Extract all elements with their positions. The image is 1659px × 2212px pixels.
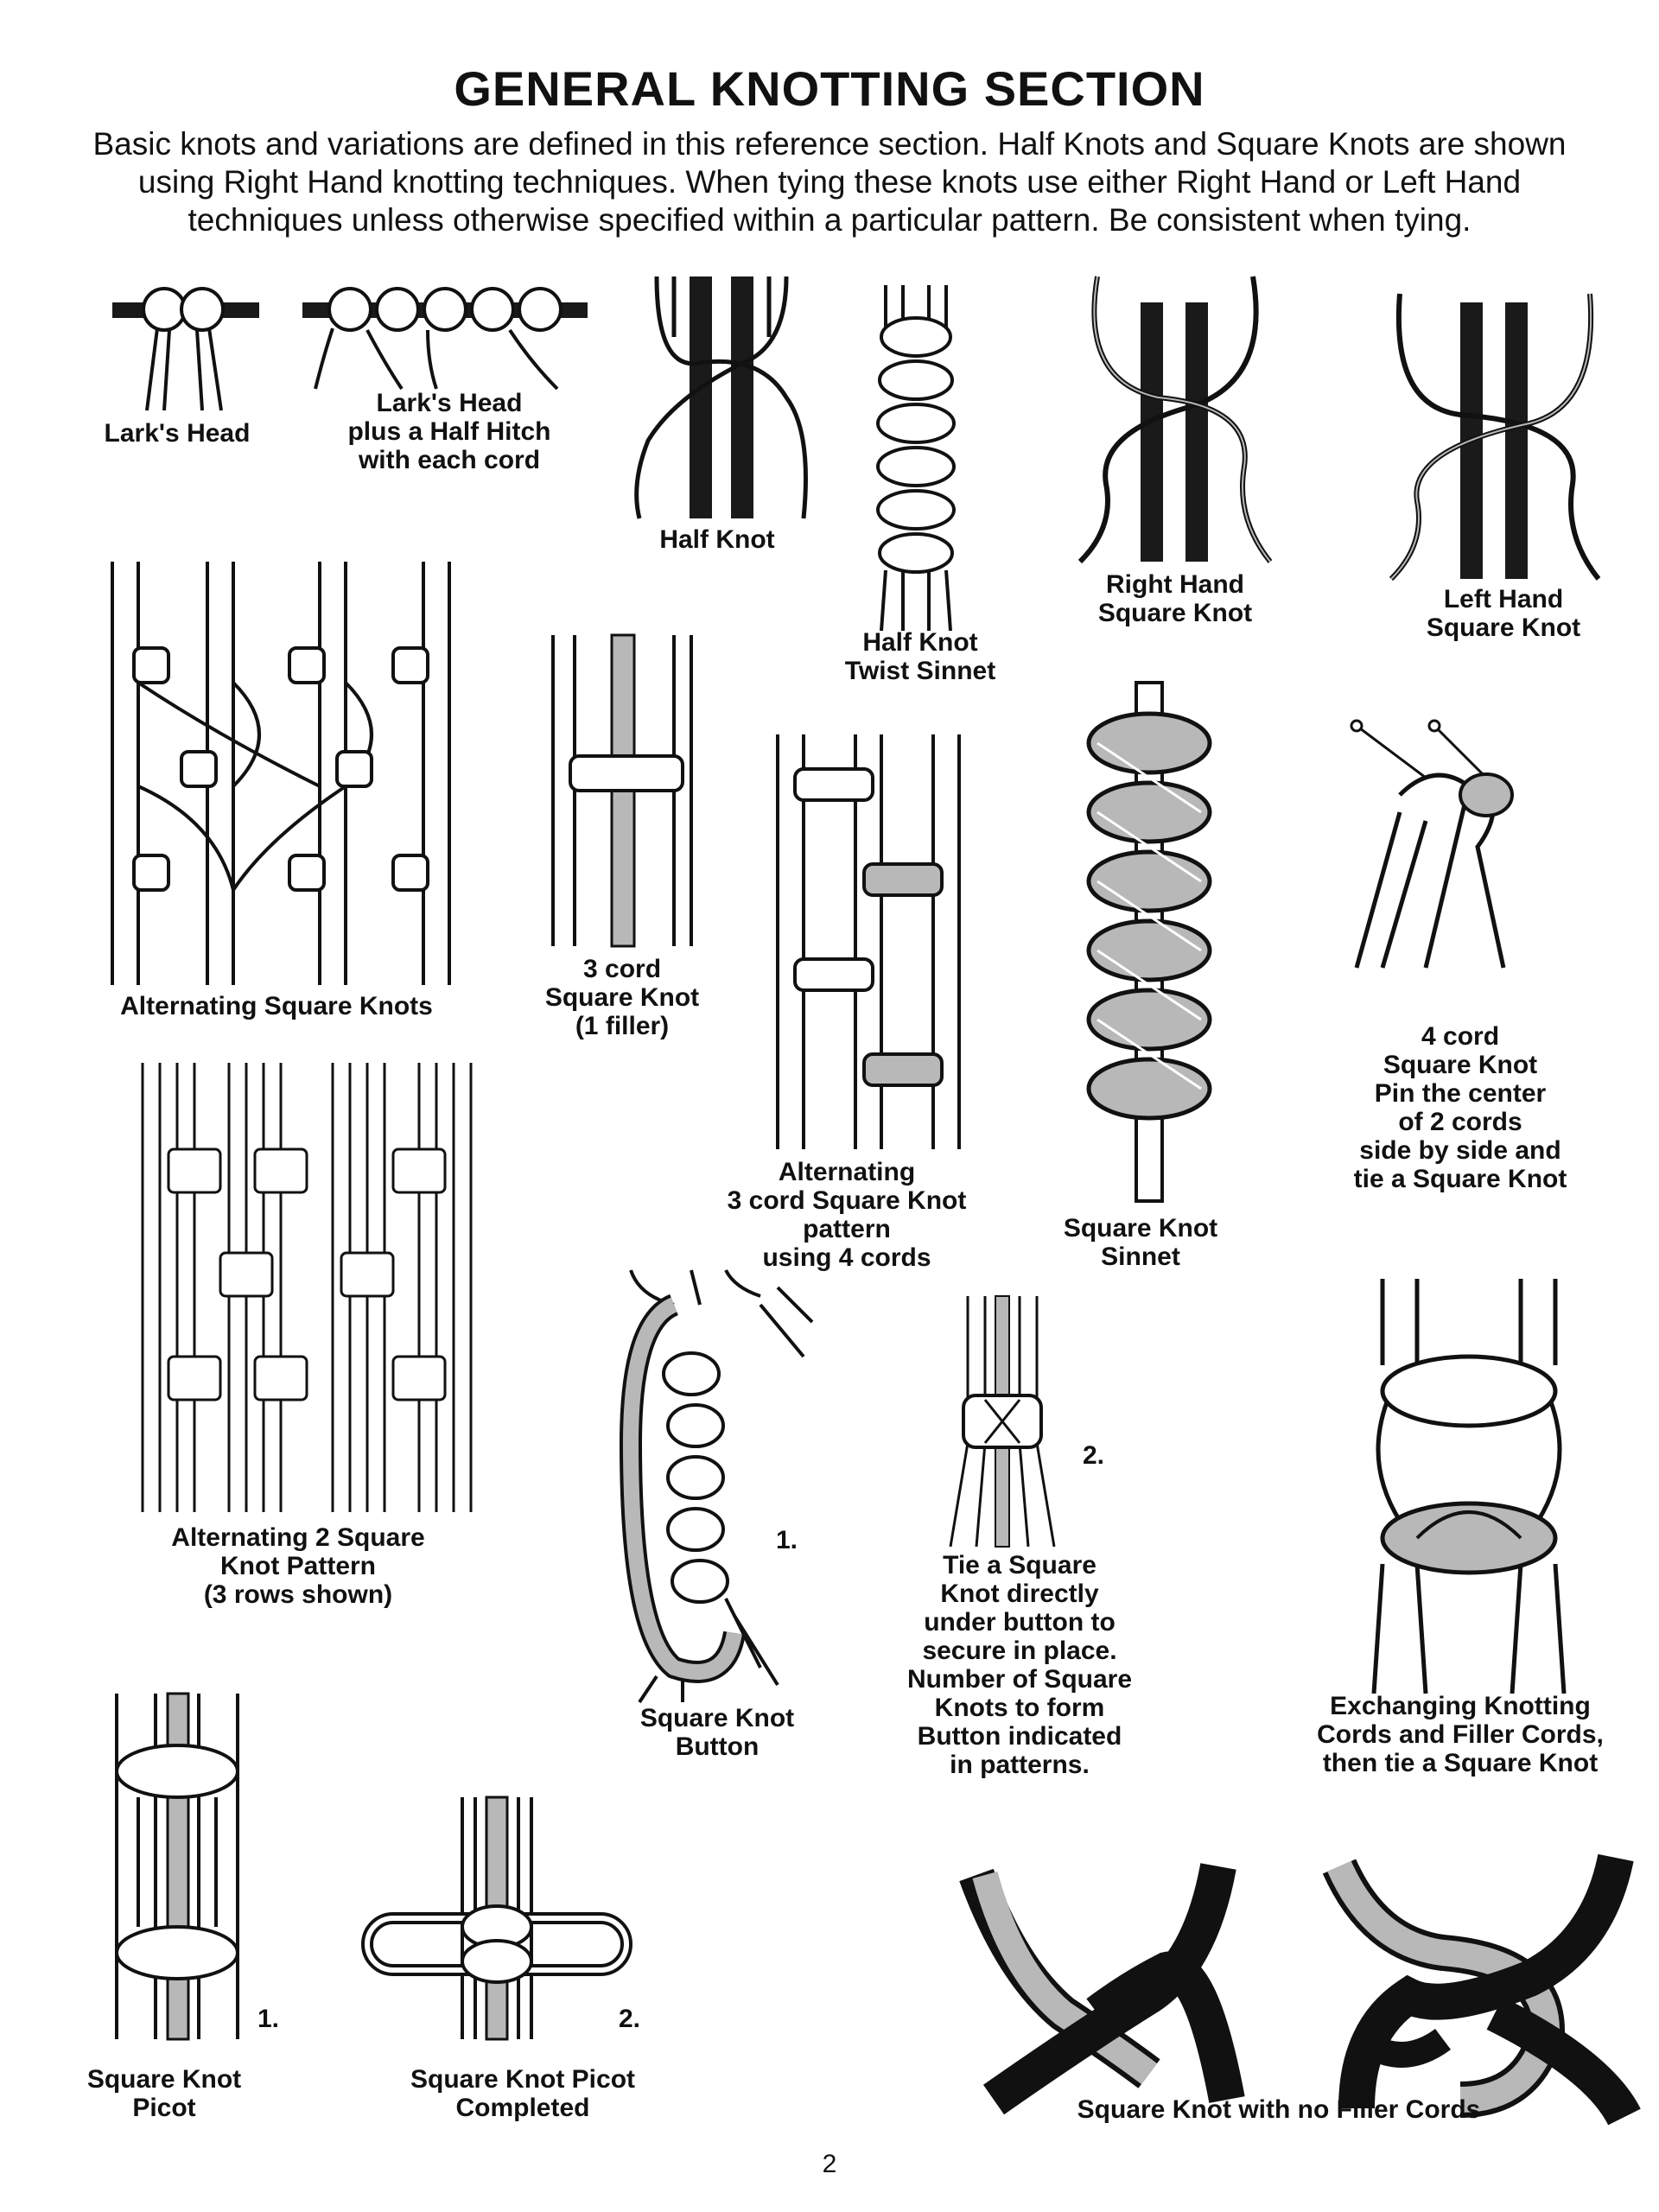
picot-step-1: 1. <box>257 2005 280 2033</box>
caption-alternating-square-knots: Alternating Square Knots <box>120 992 433 1020</box>
caption-alternating-two-square-knot-pattern: Alternating 2 Square Knot Pattern (3 rows shown) <box>171 1523 425 1609</box>
caption-four-cord-square-knot: 4 cord Square Knot Pin the center of 2 cords side by side and tie a Square Knot <box>1353 1022 1567 1193</box>
exchanging-cords-figure <box>1348 1279 1590 1694</box>
caption-square-knot-picot-completed: Square Knot Picot Completed <box>410 2065 636 2122</box>
caption-half-knot: Half Knot <box>659 525 775 554</box>
square-knot-no-filler-figure <box>959 1840 1633 2134</box>
button-step-2: 2. <box>1083 1441 1105 1470</box>
caption-square-knot-picot: Square Knot Picot <box>86 2065 242 2122</box>
half-knot-twist-sinnet-figure <box>855 285 976 631</box>
caption-larks-head: Lark's Head <box>104 419 251 448</box>
caption-square-knot-no-filler: Square Knot with no Filler Cords <box>1077 2095 1481 2124</box>
larks-head-half-hitch-figure <box>298 259 592 397</box>
picot-step-2: 2. <box>619 2005 641 2033</box>
intro-paragraph: Basic knots and variations are defined in this reference section. Half Knots and Square Knots are shown using Right Hand knotting techniques. When tying these knots use either Right Hand or Left Hand techniques unless otherwise specified within a particular pattern. Be consistent when tying. <box>92 126 1567 238</box>
right-hand-square-knot-figure <box>1063 268 1287 570</box>
alternating-three-cord-figure <box>769 734 968 1149</box>
caption-alternating-three-cord: Alternating 3 cord Square Knot pattern using 4 cords <box>727 1158 967 1272</box>
square-knot-button-figure <box>605 1270 812 1702</box>
caption-larks-head-half-hitch: Lark's Head plus a Half Hitch with each cord <box>347 389 551 474</box>
square-knot-picot-completed-figure <box>359 1797 635 2039</box>
caption-square-knot-button: Square Knot Button <box>639 1704 795 1761</box>
button-secured-figure <box>950 1296 1054 1547</box>
page-number: 2 <box>822 2150 837 2178</box>
alternating-two-square-knot-figure <box>134 1063 480 1512</box>
caption-button-instructions: Tie a Square Knot directly under button to secure in place. Number of Square Knots to form Button indicated in patterns. <box>906 1551 1133 1779</box>
square-knot-sinnet-figure <box>1063 683 1236 1201</box>
four-cord-square-knot-figure <box>1331 709 1590 985</box>
larks-head-figure <box>95 259 268 415</box>
caption-left-hand-square-knot: Left Hand Square Knot <box>1426 585 1581 642</box>
three-cord-square-knot-figure <box>536 635 709 946</box>
caption-exchanging-cords: Exchanging Knotting Cords and Filler Cords, then tie a Square Knot <box>1317 1692 1604 1777</box>
square-knot-picot-figure <box>104 1694 251 2039</box>
caption-half-knot-twist-sinnet: Half Knot Twist Sinnet <box>844 628 996 685</box>
alternating-square-knots-figure <box>95 562 475 985</box>
page-title: GENERAL KNOTTING SECTION <box>454 61 1205 116</box>
button-step-1: 1. <box>776 1526 798 1554</box>
caption-three-cord-square-knot: 3 cord Square Knot (1 filler) <box>544 955 700 1040</box>
caption-right-hand-square-knot: Right Hand Square Knot <box>1097 570 1253 627</box>
left-hand-square-knot-figure <box>1382 294 1607 588</box>
half-knot-figure <box>613 268 830 527</box>
caption-square-knot-sinnet: Square Knot Sinnet <box>1063 1214 1218 1271</box>
